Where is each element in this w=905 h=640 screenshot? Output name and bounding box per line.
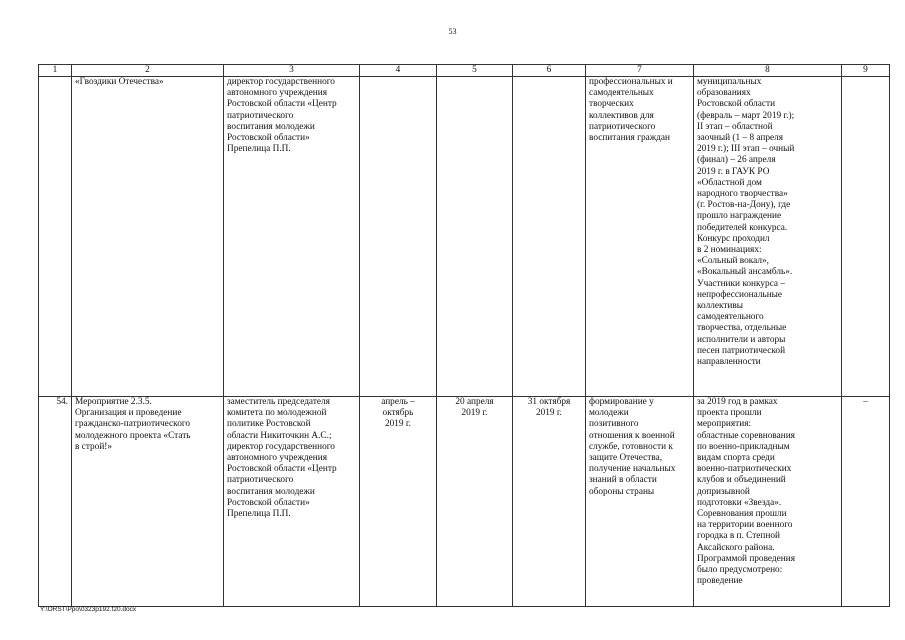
column-number-row [39, 65, 890, 77]
column-header: 2 [72, 65, 224, 77]
page-number: 53 [448, 27, 457, 36]
column-header: 5 [437, 65, 513, 77]
column-header: 7 [586, 65, 694, 77]
column-header: 1 [39, 65, 72, 77]
end-date-cell [513, 77, 586, 397]
expected-result-cell: формирование у молодежи позитивного отношения к военной службе, готовности к защите Отечества, получение начальных знаний в области обороны страны [586, 397, 694, 607]
responsible-cell: заместитель председателя комитета по молодежной политике Ростовской области Никиточкин А.С.; директор государственного автономного учреждения Ростовской области «Центр патриотического воспитания молодежи Ростовской области» Препелица П.П. [224, 397, 360, 607]
column-header: 4 [360, 65, 437, 77]
column-header: 9 [842, 65, 890, 77]
event-name-cell: «Гвоздики Отечества» [72, 77, 224, 397]
planned-date-cell: апрель – октябрь 2019 г. [360, 397, 437, 607]
table-row [39, 77, 890, 397]
end-date-cell: 31 октября 2019 г. [513, 397, 586, 607]
start-date-cell [437, 77, 513, 397]
row-number-cell: 54. [39, 397, 72, 607]
actual-result-cell: муниципальных образованиях Ростовской области (февраль – март 2019 г.); II этап – областной заочный (1 – 8 апреля 2019 г.); III этап – очный (финал) – 26 апреля 2019 г. в ГАУК РО «Областной дом народного творчества» (г. Ростов-на-Дону), где прошло награждение победителей конкурса. Конкурс проходил в 2 номинациях: «Сольный вокал», «Вокальный ансамбль». Участники конкурса – непрофессиональные коллективы самодеятельного творчества, отдельные исполнители и авторы песен патриотической направленности [694, 77, 842, 397]
notes-cell: – [842, 397, 890, 607]
column-header: 6 [513, 65, 586, 77]
responsible-cell: директор государственного автономного учреждения Ростовской области «Центр патриотического воспитания молодежи Ростовской области» Препелица П.П. [224, 77, 360, 397]
report-table [38, 64, 890, 607]
row-number-cell [39, 77, 72, 397]
column-header: 8 [694, 65, 842, 77]
planned-date-cell [360, 77, 437, 397]
document-file-path: Y:\ORST\Ppo\0323p192.f20.docx [40, 606, 137, 613]
notes-cell [842, 77, 890, 397]
start-date-cell: 20 апреля 2019 г. [437, 397, 513, 607]
actual-result-cell: за 2019 год в рамках проекта прошли мероприятия: областные соревнования по военно-прикладным видам спорта среди военно-патриотических клубов и объединений допризывной подготовки «Звезда». Соревнования прошли на территории военного городка в п. Степной Аксайского района. Программой проведения было предусмотрено: проведение [694, 397, 842, 607]
table-row [39, 397, 890, 607]
column-header: 3 [224, 65, 360, 77]
expected-result-cell: профессиональных и самодеятельных творческих коллективов для патриотического воспитания граждан [586, 77, 694, 397]
event-name-cell: Мероприятие 2.3.5. Организация и проведение гражданско-патриотического молодежного проекта «Стать в строй!» [72, 397, 224, 607]
